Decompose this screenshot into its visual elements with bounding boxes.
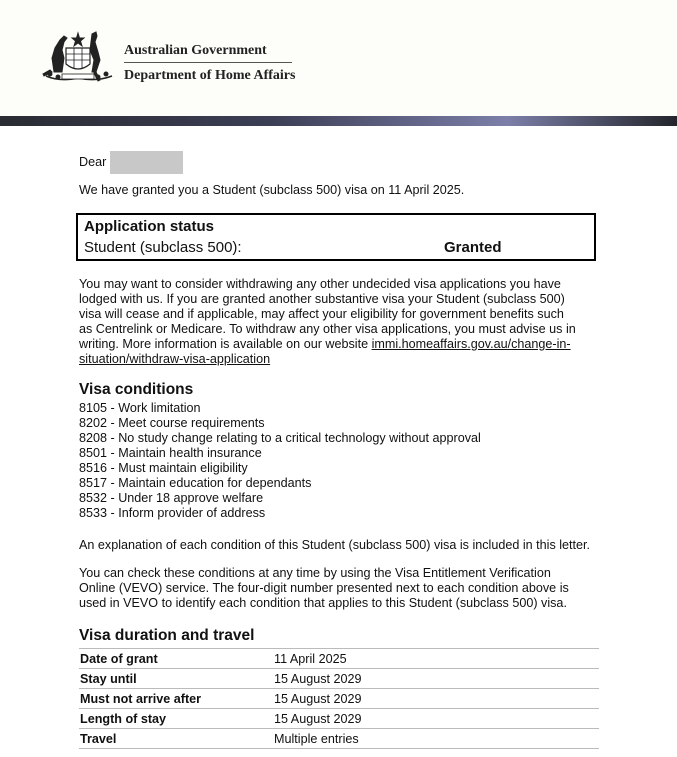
government-name: Australian Government — [124, 43, 267, 58]
table-row — [79, 689, 599, 709]
row-label: Travel — [79, 729, 273, 749]
condition-item: 8517 - Maintain education for dependants — [79, 476, 312, 490]
salutation: Dear — [79, 155, 107, 169]
withdraw-text: You may want to consider withdrawing any other undecided visa applications you have lodged with us. If you are granted another substantive visa your Student (subclass 500) visa will cease and if applicable, may affect your eligibility for government benefits such as Centrelink or Medicare. To withdraw any other visa applications, you must advise us in writing. More information is available on our website — [79, 277, 576, 351]
vevo-paragraph: You can check these conditions at any time by using the Visa Entitlement Verification Online (VEVO) service. The four-digit number presented next to each condition above is used in VEVO to identify each condition that applies to this Student (subclass 500) visa. — [79, 566, 569, 610]
row-value: 15 August 2029 — [273, 689, 599, 709]
row-label: Date of grant — [79, 649, 273, 669]
row-value: 15 August 2029 — [273, 709, 599, 729]
visa-conditions-heading: Visa conditions — [79, 381, 194, 398]
header-band — [0, 116, 677, 126]
department-name: Department of Home Affairs — [124, 68, 296, 83]
application-status-value: Granted — [444, 239, 502, 256]
redacted-name — [110, 151, 183, 174]
coat-of-arms-icon — [40, 28, 116, 84]
row-label: Must not arrive after — [79, 689, 273, 709]
letterhead — [0, 0, 677, 116]
condition-item: 8516 - Must maintain eligibility — [79, 461, 248, 475]
granted-line: We have granted you a Student (subclass 500) visa on 11 April 2025. — [79, 183, 465, 197]
table-row — [79, 729, 599, 749]
row-label: Stay until — [79, 669, 273, 689]
letterhead-divider — [124, 62, 292, 63]
table-row — [79, 709, 599, 729]
withdraw-link[interactable]: immi.homeaffairs.gov.au/change-in-situation/withdraw-visa-application — [79, 337, 571, 366]
conditions-explanation: An explanation of each condition of this Student (subclass 500) visa is included in this letter. — [79, 538, 591, 552]
condition-item: 8501 - Maintain health insurance — [79, 446, 262, 460]
visa-duration-table — [79, 648, 599, 749]
visa-duration-heading: Visa duration and travel — [79, 627, 255, 644]
row-label: Length of stay — [79, 709, 273, 729]
application-status-title: Application status — [84, 218, 215, 235]
table-row — [79, 649, 599, 669]
visa-conditions-list — [79, 401, 481, 521]
condition-item: 8532 - Under 18 approve welfare — [79, 491, 264, 505]
condition-item: 8208 - No study change relating to a critical technology without approval — [79, 431, 481, 445]
withdraw-paragraph — [79, 277, 579, 367]
table-row — [79, 669, 599, 689]
row-value: Multiple entries — [273, 729, 599, 749]
row-value: 15 August 2029 — [273, 669, 599, 689]
row-value: 11 April 2025 — [273, 649, 599, 669]
condition-item: 8105 - Work limitation — [79, 401, 201, 415]
condition-item: 8533 - Inform provider of address — [79, 506, 266, 520]
application-status-label: Student (subclass 500): — [84, 239, 242, 256]
application-status-box — [76, 213, 596, 261]
condition-item: 8202 - Meet course requirements — [79, 416, 265, 430]
